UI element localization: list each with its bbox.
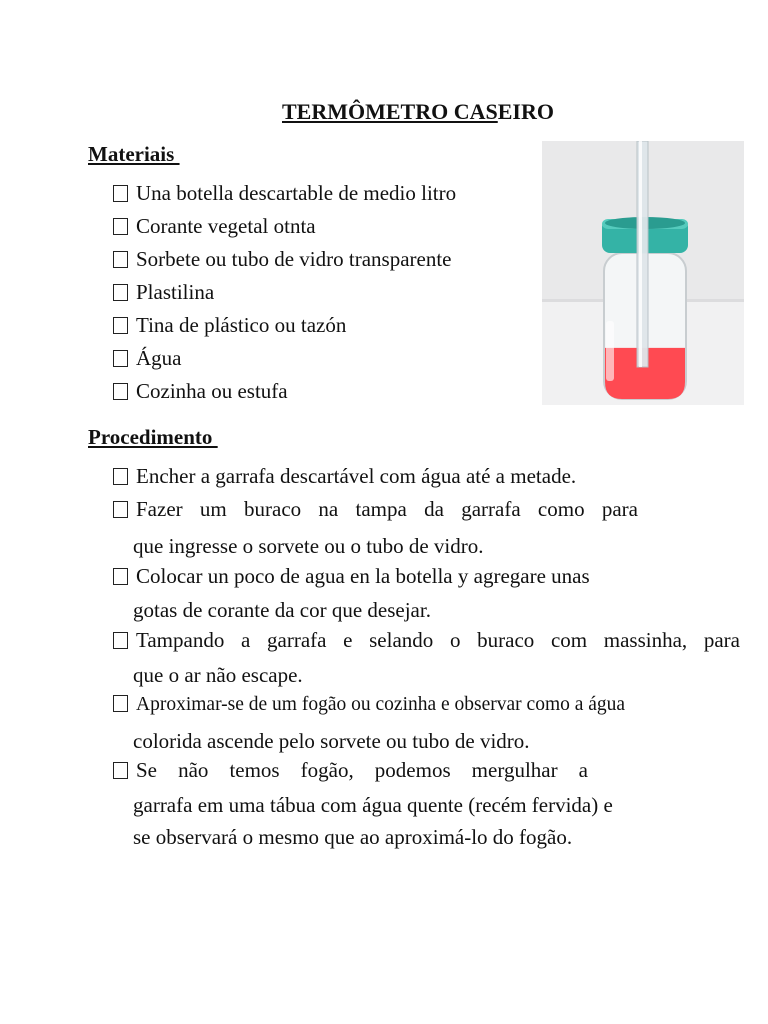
- procedure-step: Aproximar-se de um fogão ou cozinha e observar como a água: [113, 691, 625, 719]
- procedure-step-continuation: que o ar não escape.: [133, 663, 303, 687]
- checkbox-bullet-icon: [113, 251, 128, 268]
- procedure-step-continuation: colorida ascende pelo sorvete ou tubo de vidro.: [133, 729, 530, 753]
- checkbox-bullet-icon: [113, 218, 128, 235]
- procedure-step: Fazer um buraco na tampa da garrafa como para: [113, 495, 638, 523]
- checkbox-bullet-icon: [113, 695, 128, 712]
- title-rest-part: EIRO: [497, 99, 554, 124]
- checkbox-bullet-icon: [113, 762, 128, 779]
- checkbox-bullet-icon: [113, 284, 128, 301]
- procedure-step: Encher a garrafa descartável com água até a metade.: [113, 462, 576, 490]
- bottle-illustration: [542, 141, 744, 405]
- checkbox-bullet-icon: [113, 383, 128, 400]
- materials-heading: Materiais: [88, 142, 180, 166]
- procedure-step: Se não temos fogão, podemos mergulhar a: [113, 756, 588, 784]
- checkbox-bullet-icon: [113, 501, 128, 518]
- procedure-step-continuation: que ingresse o sorvete ou o tubo de vidro.: [133, 534, 484, 558]
- title-underlined-part: TERMÔMETRO CAS: [282, 99, 498, 124]
- materials-item: Plastilina: [113, 278, 214, 306]
- materials-item: Sorbete ou tubo de vidro transparente: [113, 245, 452, 273]
- checkbox-bullet-icon: [113, 468, 128, 485]
- page-title: [0, 98, 768, 126]
- procedure-heading: Procedimento: [88, 425, 218, 449]
- materials-item: Corante vegetal otnta: [113, 212, 316, 240]
- materials-item: Cozinha ou estufa: [113, 377, 288, 405]
- materials-item: Tina de plástico ou tazón: [113, 311, 346, 339]
- materials-item: Una botella descartable de medio litro: [113, 179, 456, 207]
- procedure-step: Colocar un poco de agua en la botella y agregare unas: [113, 562, 590, 590]
- procedure-step-continuation: gotas de corante da cor que desejar.: [133, 598, 431, 622]
- checkbox-bullet-icon: [113, 632, 128, 649]
- checkbox-bullet-icon: [113, 568, 128, 585]
- checkbox-bullet-icon: [113, 185, 128, 202]
- thermometer-photo: [542, 141, 744, 405]
- materials-item: Água: [113, 344, 182, 372]
- checkbox-bullet-icon: [113, 350, 128, 367]
- procedure-step-continuation: se observará o mesmo que ao aproximá-lo do fogão.: [133, 825, 573, 849]
- procedure-step-continuation: garrafa em uma tábua com água quente (recém fervida) e: [133, 793, 613, 817]
- checkbox-bullet-icon: [113, 317, 128, 334]
- procedure-step: Tampando a garrafa e selando o buraco com massinha, para: [113, 626, 740, 654]
